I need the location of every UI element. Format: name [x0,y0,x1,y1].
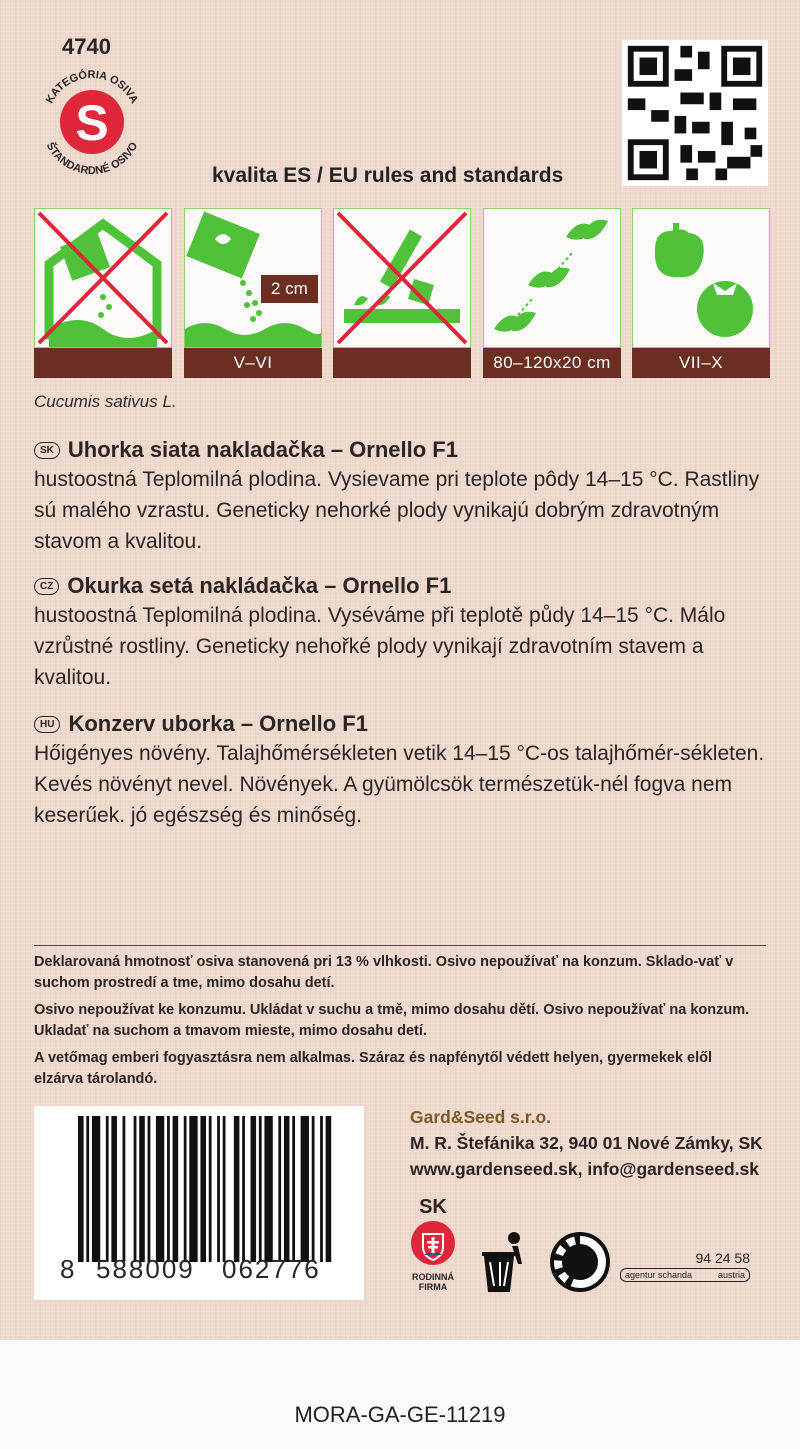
category-letter: S [75,95,109,151]
transplant-icon [334,209,470,347]
barcode-bar [92,1116,100,1262]
barcode-bar [167,1116,170,1262]
barcode-bar [320,1116,323,1262]
product-code: 4740 [62,34,111,59]
seed-category-badge [34,62,150,178]
quality-statement: kvalita ES / EU rules and standards [212,164,564,187]
sowing-depth-label: 2 cm [261,275,318,303]
family-firm-label: RODINNÁ FIRMA [412,1272,454,1292]
icon-bar-label [34,348,172,378]
barcode-bar [312,1116,315,1262]
harvest-icon [633,209,769,347]
barcode-bar [217,1116,220,1262]
icon-greenhouse [34,208,172,378]
icon-bar-label: VII–X [632,348,770,378]
spacing-icon [484,209,620,347]
divider [34,945,766,946]
barcode-bar [173,1116,179,1262]
product-description: hustoostná Teplomilná plodina. Vyséváme při teplotě půdy 14–15 °C. Málo vzrůstné rostliny. Geneticky nehořké plody vynikají zdravotním stavem a kvalitou. [34,604,726,689]
barcode-bar [200,1116,206,1262]
slovak-emblem-icon [402,1219,464,1267]
agency-name: agentur schanda [625,1270,693,1280]
trash-bin-icon [478,1228,534,1296]
barcode-bar [259,1116,262,1262]
barcode-bar [111,1116,117,1262]
product-title: Okurka setá nakládačka – Ornello F1 [67,573,452,598]
note-hu: A vetőmag emberi fogyasztásra nem alkalmas. Száraz és napfénytől védett helyen, gyermekek elől elzárva tárolandó. [34,1050,713,1087]
barcode-bar [234,1116,240,1262]
icon-harvest [632,208,770,378]
barcode-digits-left: 588009 [96,1254,195,1284]
lang-tag: HU [34,716,60,733]
packet-id: MORA-GA-GE-11219 [294,1402,506,1427]
barcode-bar [264,1116,272,1262]
icon-spacing [483,208,621,378]
barcode [34,1106,364,1300]
barcode-bar [209,1116,212,1262]
company-address: M. R. Štefánika 32, 940 01 Nové Zámky, SK [410,1133,763,1153]
company-contact[interactable]: www.gardenseed.sk, info@gardenseed.sk [410,1159,760,1179]
company-name: Gard&Seed s.r.o. [410,1107,552,1127]
storage-notes [34,952,764,1096]
barcode-bar [292,1116,295,1262]
latin-name: Cucumis sativus L. [34,392,177,411]
barcode-bar [148,1116,151,1262]
barcode-bar [223,1116,226,1262]
note-cz-sk: Osivo nepoužívat ke konzumu. Ukládat v suchu a tmě, mimo dosahu dětí. Osivo nepoužívať na konzum. Ukladať na suchom a tmavom mieste, mimo dosahu detí. [34,1002,750,1039]
category-top-text: KATEGÓRIA OSIVA [43,68,141,106]
product-description: hustoostná Teplomilná plodina. Vysievame pri teplote pôdy 14–15 °C. Rastliny sú malého vzrastu. Geneticky nehorké plody vynikajú dobrým zdravotným stavom a kvalitou. [34,468,760,553]
registration-number: 94 24 58 [695,1250,750,1266]
agency-registration [620,1250,750,1282]
sk-label: SK [419,1196,447,1218]
description-hu [34,710,774,831]
barcode-bar [106,1116,109,1262]
icon-sowing [184,208,322,378]
barcode-bar [86,1116,89,1262]
barcode-bar [251,1116,257,1262]
product-description: Hőigényes növény. Talajhőmérsékleten vetik 14–15 °C-os talajhőmér-sékleten. Kevés növényt nevel. Növények. A gyümölcsök természetük-nél fogva nem keserűek. jó egészség és minőség. [34,742,765,827]
lang-tag: CZ [34,578,59,595]
icon-transplant [333,208,471,378]
icon-bar-label: V–VI [184,348,322,378]
barcode-bar [278,1116,281,1262]
barcode-digits-right: 062776 [222,1254,321,1284]
barcode-bar [156,1116,164,1262]
green-dot-recycling-icon [548,1230,612,1294]
barcode-bar [301,1116,309,1262]
barcode-bar [78,1116,84,1262]
barcode-bar [134,1116,137,1262]
category-bottom-text: ŠTANDARDNÉ OSIVO [43,140,141,177]
family-firm-badge [402,1196,464,1300]
greenhouse-icon [35,209,171,347]
icon-bar-label: 80–120x20 cm [483,348,621,378]
barcode-bar [184,1116,187,1262]
agency-country: austria [717,1270,745,1280]
icon-bar-label [333,348,471,378]
barcode-bar [189,1116,197,1262]
bottom-strip [0,1340,800,1449]
barcode-bar [284,1116,290,1262]
product-title: Konzerv uborka – Ornello F1 [68,711,368,736]
company-info [410,1104,763,1182]
note-sk: Deklarovaná hmotnosť osiva stanovená pri 13 % vlhkosti. Osivo nepoužívať na konzum. Sklado-vať v suchom prostredí a tme, mimo dosahu detí. [34,954,734,991]
barcode-bar [242,1116,245,1262]
barcode-bar [326,1116,332,1262]
barcode-bar [139,1116,145,1262]
barcode-bars [78,1116,334,1262]
barcode-bar [123,1116,126,1262]
description-sk [34,436,774,557]
barcode-digit-first: 8 [60,1254,75,1284]
qr-code[interactable] [622,40,768,186]
product-title: Uhorka siata nakladačka – Ornello F1 [67,437,458,462]
lang-tag: SK [34,442,60,459]
description-cz [34,572,774,693]
